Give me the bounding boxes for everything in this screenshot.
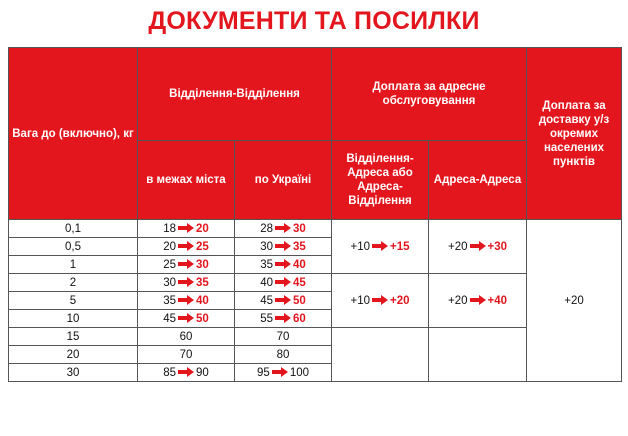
- tariff-rows: [9, 220, 622, 382]
- new-price: +30: [487, 240, 508, 253]
- new-price: 25: [196, 240, 209, 253]
- city-price-cell: [138, 364, 235, 382]
- old-price: 28: [260, 222, 273, 235]
- office-address-empty: [332, 328, 429, 382]
- old-price: 30: [260, 240, 273, 253]
- header-across-ukraine: по Україні: [235, 141, 332, 220]
- new-price: 40: [196, 294, 209, 307]
- ukraine-price-cell: [235, 364, 332, 382]
- city-price-cell: [138, 238, 235, 256]
- weight-cell: 1: [9, 256, 138, 274]
- red-arrow-right-icon: [178, 277, 194, 287]
- new-price: 20: [196, 222, 209, 235]
- old-price: 45: [260, 294, 273, 307]
- ukraine-price-cell: [235, 310, 332, 328]
- header-within-city: в межах міста: [138, 141, 235, 220]
- page-title: ДОКУМЕНТИ ТА ПОСИЛКИ: [148, 7, 480, 35]
- header-office-office: Відділення-Відділення: [138, 48, 332, 141]
- new-price: 45: [293, 276, 306, 289]
- new-price: 40: [293, 258, 306, 271]
- ukraine-price-cell: [235, 220, 332, 238]
- weight-cell: 5: [9, 292, 138, 310]
- red-arrow-right-icon: [178, 367, 194, 377]
- red-arrow-right-icon: [275, 259, 291, 269]
- old-price: 45: [163, 312, 176, 325]
- new-price: 50: [196, 312, 209, 325]
- new-price: 30: [293, 222, 306, 235]
- city-price-cell: 60: [138, 328, 235, 346]
- address-address-empty: [429, 328, 527, 382]
- red-arrow-right-icon: [178, 241, 194, 251]
- header-remote-surcharge: Доплата за доставку у/з окремих населених пунктів: [527, 48, 622, 220]
- weight-cell: 0,1: [9, 220, 138, 238]
- new-price: +20: [390, 294, 410, 307]
- old-price: 35: [163, 294, 176, 307]
- weight-cell: 2: [9, 274, 138, 292]
- red-arrow-right-icon: [275, 277, 291, 287]
- new-price: 60: [293, 312, 306, 325]
- red-arrow-right-icon: [275, 313, 291, 323]
- weight-cell: 30: [9, 364, 138, 382]
- new-price: 30: [196, 258, 209, 271]
- weight-cell: 20: [9, 346, 138, 364]
- address-address-surcharge: [429, 274, 527, 328]
- red-arrow-right-icon: [275, 223, 291, 233]
- city-price-cell: [138, 310, 235, 328]
- weight-cell: 0,5: [9, 238, 138, 256]
- old-price: +20: [448, 294, 468, 307]
- old-price: 85: [163, 366, 176, 379]
- old-price: +10: [350, 294, 371, 307]
- red-arrow-right-icon: [272, 367, 288, 377]
- old-price: +10: [350, 240, 371, 253]
- red-arrow-right-icon: [275, 241, 291, 251]
- office-address-surcharge: [332, 220, 429, 274]
- old-price: 20: [163, 240, 176, 253]
- new-price: 90: [196, 366, 209, 379]
- red-arrow-right-icon: [275, 295, 291, 305]
- ukraine-price-cell: [235, 292, 332, 310]
- city-price-cell: [138, 292, 235, 310]
- red-arrow-right-icon: [178, 223, 194, 233]
- new-price: 50: [293, 294, 306, 307]
- old-price: 35: [260, 258, 273, 271]
- city-price-cell: [138, 274, 235, 292]
- new-price: +40: [487, 294, 508, 307]
- old-price: 55: [260, 312, 273, 325]
- red-arrow-right-icon: [178, 295, 194, 305]
- new-price: 35: [196, 276, 209, 289]
- address-address-surcharge: [429, 220, 527, 274]
- ukraine-price-cell: 70: [235, 328, 332, 346]
- header-office-address: Відділення-Адреса або Адреса-Відділення: [332, 141, 429, 220]
- office-address-surcharge: [332, 274, 429, 328]
- city-price-cell: [138, 256, 235, 274]
- red-arrow-right-icon: [178, 259, 194, 269]
- old-price: 40: [260, 276, 273, 289]
- tariff-table: [8, 47, 622, 382]
- red-arrow-right-icon: [372, 295, 388, 305]
- old-price: 25: [163, 258, 176, 271]
- header-address-surcharge: Доплата за адресне обслуговування: [332, 48, 527, 141]
- city-price-cell: 70: [138, 346, 235, 364]
- weight-cell: 15: [9, 328, 138, 346]
- red-arrow-right-icon: [372, 241, 388, 251]
- new-price: 100: [289, 366, 309, 379]
- red-arrow-right-icon: [178, 313, 194, 323]
- weight-cell: 10: [9, 310, 138, 328]
- ukraine-price-cell: 80: [235, 346, 332, 364]
- ukraine-price-cell: [235, 238, 332, 256]
- old-price: 18: [163, 222, 176, 235]
- ukraine-price-cell: [235, 256, 332, 274]
- ukraine-price-cell: [235, 274, 332, 292]
- header-address-address: Адреса-Адреса: [429, 141, 527, 220]
- new-price: +15: [390, 240, 410, 253]
- old-price: +20: [448, 240, 468, 253]
- red-arrow-right-icon: [470, 241, 486, 251]
- new-price: 35: [293, 240, 306, 253]
- city-price-cell: [138, 220, 235, 238]
- header-weight: Вага до (включно), кг: [9, 48, 138, 220]
- remote-surcharge-cell: +20: [527, 220, 622, 382]
- old-price: 30: [163, 276, 176, 289]
- red-arrow-right-icon: [470, 295, 486, 305]
- table-row: [9, 220, 622, 238]
- old-price: 95: [257, 366, 270, 379]
